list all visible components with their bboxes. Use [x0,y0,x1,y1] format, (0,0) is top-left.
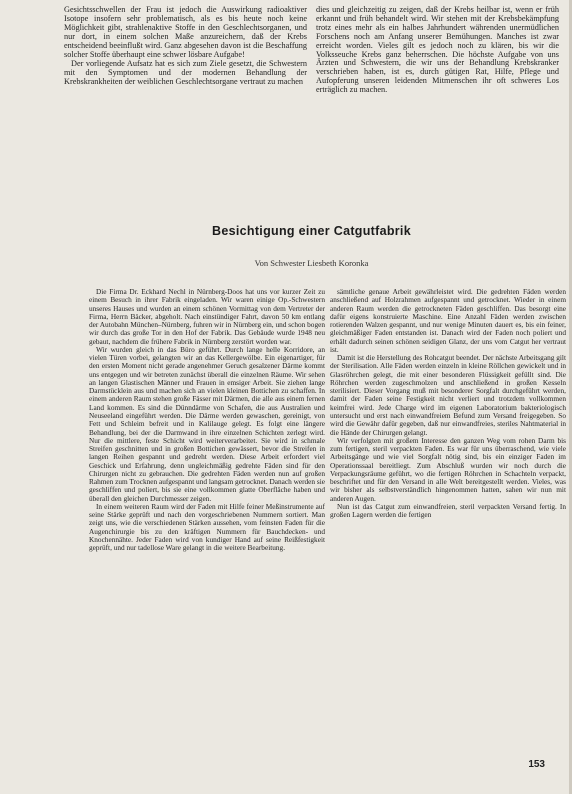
paragraph: dies und gleichzeitig zu zeigen, daß der Krebs heilbar ist, wenn er früh erkannt und früh behandelt wird. Wir stehen mit der Krebsbekämpfung trotz eines mehr als ein halbes Jahrhundert währenden unermüdlichen Forschens noch am Anfang unserer Bemühungen. Manches ist zwar erreicht worden. Vieles gilt es jedoch noch zu klären, bis wir die Volksseuche Krebs ganz beherrschen. Die höchste Aufgabe von uns Ärzten und Schwestern, die wir uns der Behandlung Krebskranker verschrieben haben, ist es, durch gütigen Rat, Hilfe, Pflege und Aufopferung unseren leidenden Mitmenschen ihr oft schweres Los erträglich zu machen. [316,5,559,95]
top-left-column [64,6,307,88]
paragraph: Die Firma Dr. Eckhard Nechl in Nürnberg-Doos hat uns vor kurzer Zeit zu einem Besuch in ihrer Fabrik eingeladen. Wir waren einige Op.-Schwestern unseres Hauses und wurden an einem schönen Vormittag von dem Vertreter der Firma, Herrn Bäcker, abgeholt. Nach einstündiger Fahrt, davon 50 km entlang der Autobahn München–Nürnberg, fuhren wir in Nürnberg ein, und schon bogen wir durch das große Tor in den Hof der Fabrik. Das Gebäude wurde 1948 neu gebaut, nachdem die frühere Fabrik in Nürnberg zerstört worden war. [89,287,325,346]
paragraph: Nun ist das Catgut zum einwandfreien, steril verpackten Versand fertig. In großen Lagern werden die fertigen [330,501,566,520]
paragraph: sämtliche genaue Arbeit gewährleistet wird. Die gedrehten Fäden werden anschließend auf Holzrahmen aufgespannt und getrocknet. Wieder in einem anderen Raum werden die getrockneten Fäden geschliffen. Das besorgt eine dafür eigens konstruierte Maschine. Eine Anzahl Fäden werden zwischen rotierenden Walzen gespannt, und nur wenige Minuten dauert es, bis ein feiner, gleichmäßiger Faden entstanden ist. Danach wird der Faden noch poliert und erhält dadurch seinen schönen seidigen Glanz, der uns vom Catgut her vertraut ist. [330,287,566,354]
paragraph: Gesichtsschwellen der Frau ist jedoch die Auswirkung radioaktiver Isotope insofern sehr problematisch, als es bis heute noch keine Möglichkeit gibt, strahlenaktive Stoffe in den Geschlechtsorganen, und nur dort, in einem solchen Maße anzureichern, daß der Krebs entscheidend beeinflußt wird. Ganz abgesehen davon ist die Beschaffung solcher Stoffe überhaupt eine schwer lösbare Aufgabe! [64,5,307,59]
article-byline: Von Schwester Liesbeth Koronka [254,258,369,268]
article-title: Besichtigung einer Catgutfabrik [212,224,411,238]
bottom-left-column [89,288,325,553]
top-right-column [316,6,559,96]
paragraph: In einem weiteren Raum wird der Faden mit Hilfe feiner Meßinstrumente auf seine Stärke geprüft und nach den vorgeschriebenen Nummern sortiert. Man zeigt uns, wie die verschiedenen Stärken aussehen, vom feinsten Faden für die Augenchirurgie bis zu den kräftigen Nummern für Bauchdecken- und Knochennähte. Jeder Faden wird von kundiger Hand auf seine Reißfestigkeit geprüft, und nur tadellose Ware gelangt in die weitere Bearbeitung. [89,501,325,553]
page-number: 153 [528,759,545,770]
paragraph: Wir wurden gleich in das Büro geführt. Durch lange helle Korridore, an vielen Türen vorbei, gelangten wir an das Kellergewölbe. Ein eigenartiger, für den ersten Moment nicht gerade angenehmer Geruch gesalzener Därme kommt uns entgegen und wir betreten zunächst überall die einzelnen Räume. Wir sehen an langen Glastischen Männer und Frauen in emsiger Arbeit. Sie ziehen lange Darmstücklein aus und machen sich an vielen kleinen Bottichen zu schaffen. In einem anderen Raum stehen große Fässer mit Därmen, die alle aus einem fernen Land kommen. Es sind die Dünndärme von Schafen, die aus Australien und Neuseeland eingeführt werden. Die Därme werden gewaschen, gereinigt, von Fett und Schleim befreit und in Kalilauge gelegt. Es folgt eine längere Behandlung, bei der die Darmwand in ihre einzelnen Schichten zerlegt wird. Nur die mittlere, feste Schicht wird weiterverarbeitet. Sie wird in schmale Streifen geschnitten und in großen Bottichen gewässert, bevor die Streifen in langen Reihen gespannt und gedreht werden. Diese Arbeit erfordert viel Geschick und Erfahrung, denn ungleichmäßig gedrehte Fäden sind für den Chirurgen nicht zu gebrauchen. Die gedrehten Fäden werden nun auf großen Rahmen zum Trocknen aufgespannt und langsam getrocknet. Danach werden sie geschliffen und poliert, bis sie eine vollkommen glatte Oberfläche haben und überall den gleichen Durchmesser zeigen. [89,344,325,503]
paragraph: Der vorliegende Aufsatz hat es sich zum Ziele gesetzt, die Schwestern mit den Symptomen und der modernen Behandlung der Krebskrankheiten der weiblichen Geschlechtsorgane vertraut zu machen [64,59,307,87]
paragraph: Wir verfolgten mit großem Interesse den ganzen Weg vom rohen Darm bis zum fertigen, steril verpackten Faden. Es war für uns überraschend, wie viele Arbeitsgänge und wie viel Sorgfalt nötig sind, bis ein einziger Faden im Operationssaal bereitliegt. Zum Abschluß wurden wir noch durch die Verpackungsräume geführt, wo die fertigen Röhrchen in Schachteln verpackt, beschriftet und für den Versand in alle Welt bereitgestellt werden. Vieles, was wir bisher als selbstverständlich hingenommen hatten, sahen wir nun mit anderen Augen. [330,435,566,503]
paragraph: Damit ist die Herstellung des Rohcatgut beendet. Der nächste Arbeitsgang gilt der Sterilisation. Alle Fäden werden einzeln in kleine Röllchen gewickelt und in Glasröhrchen gelegt, die mit einer besonderen Flüssigkeit gefüllt sind. Die Röhrchen werden zugeschmolzen und anschließend in großen Kesseln sterilisiert. Dieser Vorgang muß mit besonderer Sorgfalt durchgeführt werden, damit der Faden seine Festigkeit nicht verliert und trotzdem vollkommen keimfrei wird. Jede Charge wird im eigenen Laboratorium bakteriologisch untersucht und erst nach einwandfreiem Befund zum Versand freigegeben. So wird die Gewähr dafür gegeben, daß nur einwandfreies, steriles Nahtmaterial in die Hände der Chirurgen gelangt. [330,353,566,437]
bottom-right-column [330,288,566,519]
